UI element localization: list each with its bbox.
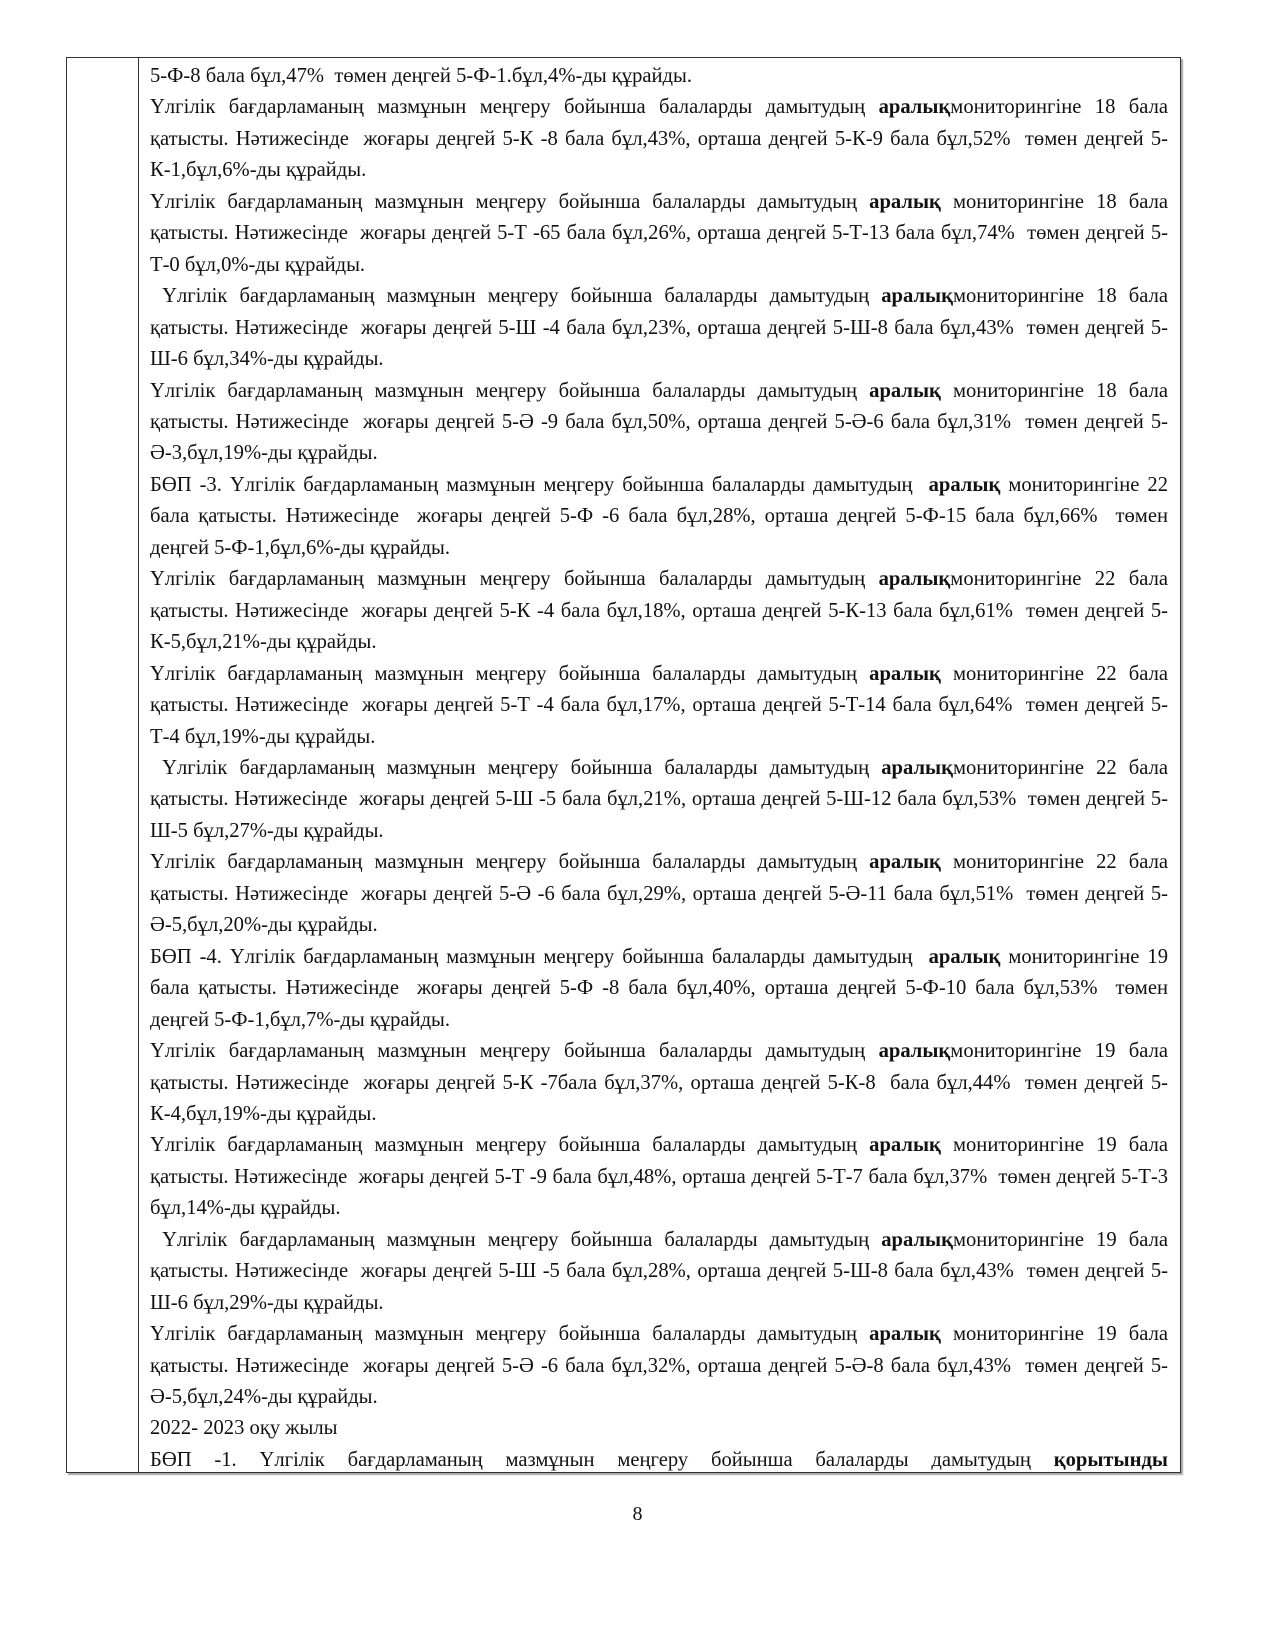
- bold-term: қорытынды: [1053, 1448, 1168, 1471]
- bold-term: аралық: [869, 662, 941, 685]
- paragraph: [150, 470, 1174, 564]
- table-left-column: [67, 58, 139, 1472]
- table-text-column: [139, 58, 1180, 1472]
- paragraph: [150, 281, 1174, 375]
- text-segment: мониторингіне 19 бала қатысты. Нәтижесінде жоғары деңгей 5-Т -9 бала бұл,48%, орташа деңгей 5-Т-7 бала бұл,37% төмен деңгей 5-Т-3 бұл,14%-ды құрайды.: [150, 1134, 1174, 1220]
- paragraph: [150, 1445, 1168, 1472]
- text-segment: мониторингіне 19 бала қатысты. Нәтижесінде жоғары деңгей 5-Ш -5 бала бұл,28%, орташа деңгей 5-Ш-8 бала бұл,43% төмен деңгей 5-Ш-6 бұл,29%-ды құрайды.: [150, 1228, 1174, 1314]
- text-segment: мониторингіне 18 бала қатысты. Нәтижесінде жоғары деңгей 5-Ш -4 бала бұл,23%, орташа деңгей 5-Ш-8 бала бұл,43% төмен деңгей 5-Ш-6 бұл,34%-ды құрайды.: [150, 285, 1174, 371]
- text-segment: Үлгілік бағдарламаның мазмұнын меңгеру бойынша балаларды дамытудың: [150, 662, 870, 685]
- bold-term: аралық: [869, 1134, 941, 1157]
- bold-term: аралық: [878, 568, 951, 591]
- bold-term: аралық: [869, 851, 941, 874]
- text-segment: Үлгілік бағдарламаның мазмұнын меңгеру бойынша балаларды дамытудың: [150, 756, 882, 779]
- text-segment: Үлгілік бағдарламаның мазмұнын меңгеру бойынша балаларды дамытудың: [150, 1134, 870, 1157]
- text-segment: Үлгілік бағдарламаның мазмұнын меңгеру бойынша балаларды дамытудың: [150, 851, 870, 874]
- text-segment: Үлгілік бағдарламаның мазмұнын меңгеру бойынша балаларды дамытудың: [150, 568, 879, 591]
- bold-term: аралық: [878, 1040, 951, 1063]
- text-segment: мониторингіне 18 бала қатысты. Нәтижесінде жоғары деңгей 5-Т -65 бала бұл,26%, орташа деңгей 5-Т-13 бала бұл,74% төмен деңгей 5-Т-0 бұл,0%-ды құрайды.: [150, 190, 1174, 276]
- text-segment: Үлгілік бағдарламаның мазмұнын меңгеру бойынша балаларды дамытудың: [150, 379, 870, 402]
- text-segment: Үлгілік бағдарламаның мазмұнын меңгеру бойынша балаларды дамытудың: [150, 1323, 870, 1346]
- text-segment: мониторингіне 22 бала қатысты. Нәтижесінде жоғары деңгей 5-К -4 бала бұл,18%, орташа деңгей 5-К-13 бала бұл,61% төмен деңгей 5-К-5,бұл,21%-ды құрайды.: [150, 568, 1174, 654]
- paragraph: [150, 1413, 1168, 1444]
- paragraph: [150, 753, 1174, 847]
- bold-term: аралық: [928, 945, 1001, 968]
- text-segment: мониторингіне 22 бала қатысты. Нәтижесінде жоғары деңгей 5-Ә -6 бала бұл,29%, орташа деңгей 5-Ә-11 бала бұл,51% төмен деңгей 5-Ә-5,бұл,20%-ды құрайды.: [150, 851, 1174, 937]
- text-segment: мониторингіне 18 бала қатысты. Нәтижесінде жоғары деңгей 5-Ә -9 бала бұл,50%, орташа деңгей 5-Ә-6 бала бұл,31% төмен деңгей 5-Ә-3,бұл,19%-ды құрайды.: [150, 379, 1174, 465]
- paragraph: [150, 187, 1174, 281]
- text-segment: 2022- 2023 оқу жылы: [150, 1417, 338, 1440]
- text-segment: Үлгілік бағдарламаның мазмұнын меңгеру бойынша балаларды дамытудың: [150, 1228, 882, 1251]
- bold-term: аралық: [928, 473, 1001, 496]
- text-segment: Үлгілік бағдарламаның мазмұнын меңгеру бойынша балаларды дамытудың: [150, 285, 882, 308]
- paragraph: [150, 1036, 1174, 1130]
- paragraph: [150, 61, 1168, 92]
- text-segment: мониторингіне 22 бала қатысты. Нәтижесінде жоғары деңгей 5-Ф -6 бала бұл,28%, орташа деңгей 5-Ф-15 бала бұл,66% төмен деңгей 5-Ф-1,бұл,6%-ды құрайды.: [150, 473, 1174, 559]
- page-number: 8: [632, 1503, 643, 1525]
- text-segment: БӨП -1. Үлгілік бағдарламаның мазмұнын меңгеру бойынша балаларды дамытудың: [150, 1448, 1054, 1471]
- paragraph: [150, 564, 1174, 658]
- text-segment: БӨП -4. Үлгілік бағдарламаның мазмұнын меңгеру бойынша балаларды дамытудың: [150, 945, 929, 968]
- bold-term: аралық: [881, 756, 953, 779]
- bold-term: аралық: [881, 285, 953, 308]
- text-segment: мониторингіне 19 бала қатысты. Нәтижесінде жоғары деңгей 5-Ә -6 бала бұл,32%, орташа деңгей 5-Ә-8 бала бұл,43% төмен деңгей 5-Ә-5,бұл,24%-ды құрайды.: [150, 1323, 1174, 1409]
- text-segment: мониторингіне 19 бала қатысты. Нәтижесінде жоғары деңгей 5-К -7бала бұл,37%, орташа деңгей 5-К-8 бала бұл,44% төмен деңгей 5-К-4,бұл,19%-ды құрайды.: [150, 1040, 1174, 1125]
- bold-term: аралық: [869, 379, 941, 402]
- paragraph: [150, 659, 1174, 753]
- paragraph: [150, 92, 1174, 186]
- paragraph: [150, 1319, 1174, 1413]
- bold-term: аралық: [869, 190, 941, 213]
- text-segment: 5-Ф-8 бала бұл,47% төмен деңгей 5-Ф-1.бұл,4%-ды құрайды.: [150, 65, 693, 87]
- paragraph: [150, 942, 1174, 1036]
- bold-term: аралық: [881, 1228, 953, 1251]
- text-segment: БӨП -3. Үлгілік бағдарламаның мазмұнын меңгеру бойынша балаларды дамытудың: [150, 473, 929, 496]
- paragraph: [150, 1225, 1174, 1319]
- text-segment: Үлгілік бағдарламаның мазмұнын меңгеру бойынша балаларды дамытудың: [150, 96, 879, 119]
- text-segment: мониторингіне 22 бала қатысты. Нәтижесінде жоғары деңгей 5-Ш -5 бала бұл,21%, орташа деңгей 5-Ш-12 бала бұл,53% төмен деңгей 5-Ш-5 бұл,27%-ды құрайды.: [150, 756, 1174, 842]
- text-segment: Үлгілік бағдарламаның мазмұнын меңгеру бойынша балаларды дамытудың: [150, 190, 870, 213]
- paragraph: [150, 1130, 1174, 1224]
- paragraph: [150, 847, 1174, 941]
- text-segment: мониторингіне 19 бала қатысты. Нәтижесінде жоғары деңгей 5-Ф -8 бала бұл,40%, орташа деңгей 5-Ф-10 бала бұл,53% төмен деңгей 5-Ф-1,бұл,7%-ды құрайды.: [150, 945, 1174, 1031]
- text-segment: Үлгілік бағдарламаның мазмұнын меңгеру бойынша балаларды дамытудың: [150, 1040, 879, 1063]
- content-table: [66, 57, 1181, 1473]
- paragraph: [150, 376, 1174, 470]
- bold-term: аралық: [878, 96, 951, 119]
- text-segment: мониторингіне 22 бала қатысты. Нәтижесінде жоғары деңгей 5-Т -4 бала бұл,17%, орташа деңгей 5-Т-14 бала бұл,64% төмен деңгей 5-Т-4 бұл,19%-ды құрайды.: [150, 662, 1174, 748]
- bold-term: аралық: [869, 1323, 941, 1346]
- text-segment: мониторингіне 18 бала қатысты. Нәтижесінде жоғары деңгей 5-К -8 бала бұл,43%, орташа деңгей 5-К-9 бала бұл,52% төмен деңгей 5-К-1,бұл,6%-ды құрайды.: [150, 96, 1174, 182]
